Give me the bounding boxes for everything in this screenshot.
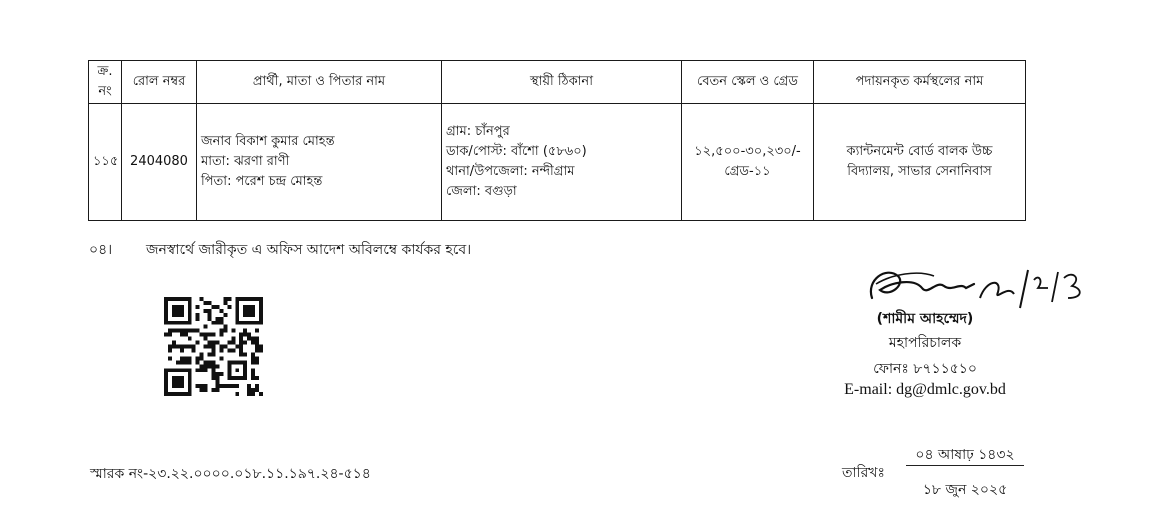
date-block (906, 443, 1024, 498)
cell-roll: 2404080 (122, 104, 197, 221)
father-name: পিতা: পরেশ চন্দ্র মোহন্ত (201, 174, 323, 189)
date-label: তারিখঃ (842, 465, 885, 481)
cell-workplace (814, 104, 1026, 221)
qr-code-icon (164, 297, 263, 396)
header-address: স্থায়ী ঠিকানা (442, 61, 682, 104)
address-post: ডাক/পোস্ট: বাঁশো (৫৮৬০) (446, 144, 587, 159)
signatory-email: E-mail: dg@dmlc.gov.bd (844, 381, 1006, 398)
signatory-phone: ফোনঃ ৮৭১১৫১০ (873, 361, 977, 377)
clause-text: জনস্বার্থে জারীকৃত এ অফিস আদেশ অবিলম্বে কার্যকর হবে। (146, 242, 472, 258)
header-serial-line1: ক্র. (97, 64, 113, 79)
workplace-line2: বিদ্যালয়, সাভার সেনানিবাস (847, 164, 992, 179)
cell-pay (682, 104, 814, 221)
workplace-line1: ক্যান্টনমেন্ট বোর্ড বালক উচ্চ (846, 144, 993, 159)
pay-grade: গ্রেড-১১ (724, 164, 771, 179)
header-serial (89, 61, 122, 104)
address-upazila: থানা/উপজেলা: নন্দীগ্রাম (446, 164, 575, 179)
table-header-row (89, 61, 1026, 104)
header-workplace: পদায়নকৃত কর্মস্থলের নাম (814, 61, 1026, 104)
cell-candidate (197, 104, 442, 221)
header-serial-line2: নং (98, 84, 112, 99)
candidate-name: জনাব বিকাশ কুমার মোহন্ত (201, 134, 335, 149)
signatory-block (820, 307, 1030, 405)
pay-scale: ১২,৫০০-৩০,২৩০/- (694, 144, 801, 159)
posting-table (88, 60, 1026, 221)
address-village: গ্রাম: চাঁনপুর (446, 124, 510, 139)
date-bangla: ০৪ আষাঢ় ১৪৩২ (915, 447, 1015, 463)
mother-name: মাতা: ঝরণা রাণী (201, 154, 290, 169)
address-district: জেলা: বগুড়া (446, 184, 517, 199)
header-roll: রোল নম্বর (122, 61, 197, 104)
header-name: প্রার্থী, মাতা ও পিতার নাম (197, 61, 442, 104)
signatory-name: (শামীম আহম্মেদ) (876, 311, 974, 327)
table-row (89, 104, 1026, 221)
clause-number: ০৪। (89, 242, 113, 258)
cell-serial: ১১৫ (89, 104, 122, 221)
memo-reference: স্মারক নং-২৩.২২.০০০০.০১৮.১১.১৯৭.২৪-৫১৪ (90, 466, 371, 482)
cell-address (442, 104, 682, 221)
header-pay: বেতন স্কেল ও গ্রেড (682, 61, 814, 104)
date-gregorian: ১৮ জুন ২০২৫ (906, 465, 1024, 498)
signatory-designation: মহাপরিচালক (888, 335, 962, 351)
